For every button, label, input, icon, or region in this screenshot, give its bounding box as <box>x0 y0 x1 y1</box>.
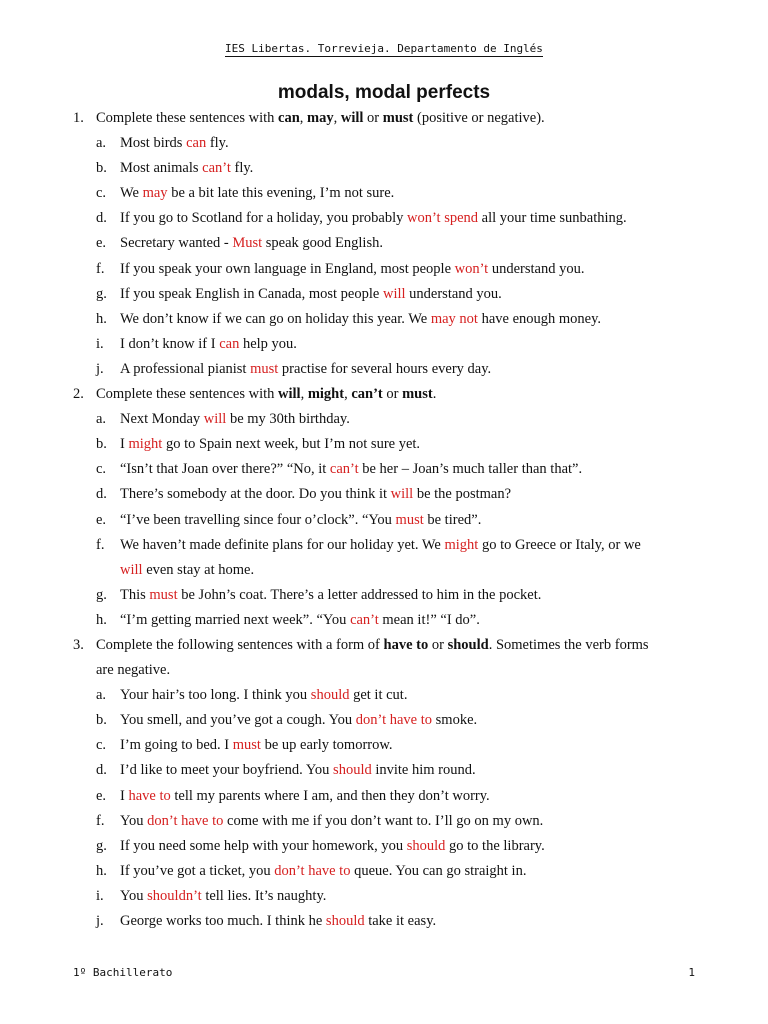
sentence-text: practise for several hours every day. <box>278 360 492 377</box>
exercise-item <box>0 457 768 482</box>
exercise-item <box>0 708 768 733</box>
item-sentence <box>120 683 407 708</box>
item-sentence <box>120 834 545 859</box>
item-letter: j. <box>96 913 104 929</box>
instruction-text <box>96 106 545 131</box>
answer-word: don’t have to <box>274 862 351 879</box>
sentence-text: tell lies. It’s naughty. <box>201 887 327 904</box>
item-letter: a. <box>96 135 107 152</box>
answer-word: must <box>395 511 424 528</box>
sentence-text: I don’t know if I <box>120 335 220 352</box>
sentence-text: invite him round. <box>371 762 476 779</box>
sentence-text: come with me if you don’t want to. I’ll go on my own. <box>223 812 544 829</box>
sentence-text: “I’ve been travelling since four o’clock”. “You <box>120 511 396 528</box>
item-sentence <box>120 909 436 934</box>
answer-word: will <box>120 561 143 578</box>
sentence-text: , <box>344 386 352 403</box>
sentence-text: smoke. <box>432 712 478 729</box>
sentence-text: get it cut. <box>349 687 408 704</box>
exercise-item <box>0 583 768 608</box>
sentence-text: be tired”. <box>423 511 482 528</box>
answer-word: shouldn’t <box>147 887 202 904</box>
sentence-text: If you speak your own language in England, most people <box>120 260 455 277</box>
sentence-text: be up early tomorrow. <box>260 737 393 754</box>
sentence-text: tell my parents where I am, and then they don’t worry. <box>170 787 490 804</box>
keyword-bold <box>278 386 301 402</box>
instruction-text <box>96 658 170 683</box>
exercise-item <box>0 733 768 758</box>
exercise-item <box>0 784 768 809</box>
sentence-text: speak good English. <box>262 235 383 252</box>
instruction-text <box>96 382 436 407</box>
item-sentence <box>120 884 326 909</box>
answer-word: must <box>232 737 261 754</box>
item-letter: e. <box>96 511 107 528</box>
sentence-text: “Isn’t that Joan over there?” “No, it <box>120 461 330 478</box>
question-instruction <box>0 106 768 131</box>
item-letter: a. <box>96 411 107 428</box>
item-letter: f. <box>96 260 105 277</box>
item-sentence <box>120 533 641 558</box>
sentence-text: If you’ve got a ticket, you <box>120 862 275 879</box>
sentence-text: or <box>382 386 403 403</box>
sentence-text: I <box>120 787 129 804</box>
item-letter: i. <box>96 335 104 352</box>
exercise-item <box>0 859 768 884</box>
item-letter: i. <box>96 887 104 904</box>
answer-word: can’t <box>350 611 379 628</box>
keyword-bold <box>448 637 489 653</box>
page-header <box>0 42 768 56</box>
item-sentence <box>120 206 627 231</box>
sentence-text: , <box>300 386 308 403</box>
sentence-text: fly. <box>230 160 254 177</box>
sentence-text: queue. You can go straight in. <box>350 862 527 879</box>
item-letter: h. <box>96 310 107 327</box>
exercise-item <box>0 884 768 909</box>
sentence-text: We don’t know if we can go on holiday this year. We <box>120 310 431 327</box>
item-letter: h. <box>96 862 107 879</box>
answer-word: can’t <box>202 160 231 177</box>
item-sentence <box>120 131 229 156</box>
sentence-text: You smell, and you’ve got a cough. You <box>120 712 356 729</box>
sentence-text: Complete the following sentences with a form of <box>96 636 384 653</box>
item-sentence <box>120 156 253 181</box>
question-number: 1. <box>73 110 84 126</box>
answer-word: won’t spend <box>407 210 479 227</box>
exercise-item <box>0 407 768 432</box>
item-letter: f. <box>96 812 105 829</box>
item-sentence <box>120 508 481 533</box>
sentence-text: fly. <box>206 135 229 152</box>
keyword-bold <box>308 386 344 402</box>
item-letter: d. <box>96 762 107 779</box>
exercise-item <box>0 206 768 231</box>
sentence-text: understand you. <box>488 260 585 277</box>
question-number: 3. <box>73 636 84 653</box>
sentence-text: If you need some help with your homework, you <box>120 837 407 854</box>
exercise-item <box>0 608 768 633</box>
item-sentence <box>120 859 526 884</box>
item-letter: c. <box>96 185 107 202</box>
exercise-item <box>0 357 768 382</box>
sentence-text: I <box>120 436 129 453</box>
item-letter: a. <box>96 687 107 704</box>
exercise-item <box>0 156 768 181</box>
item-letter: d. <box>96 210 107 227</box>
keyword: can <box>278 110 300 126</box>
exercise-item-continued <box>0 558 768 583</box>
keyword-bold <box>307 110 334 126</box>
sentence-text: Complete these sentences with <box>96 386 279 403</box>
answer-word: don’t have to <box>147 812 224 829</box>
item-letter: e. <box>96 787 107 804</box>
item-sentence <box>120 708 477 733</box>
item-sentence <box>120 758 476 783</box>
item-sentence <box>120 282 502 307</box>
question-instruction <box>0 382 768 407</box>
exercise-item <box>0 282 768 307</box>
answer-word: should <box>310 687 350 704</box>
sentence-text: If you speak English in Canada, most people <box>120 285 383 302</box>
item-sentence <box>120 307 601 332</box>
question-number: 2. <box>73 386 84 403</box>
item-letter: b. <box>96 160 107 177</box>
item-letter: g. <box>96 285 107 302</box>
item-letter: b. <box>96 436 107 453</box>
answer-word: have to <box>128 787 171 804</box>
item-letter: e. <box>96 235 107 252</box>
sentence-text: This <box>120 586 150 603</box>
sentence-text: George works too much. I think he <box>120 913 326 929</box>
item-sentence <box>120 733 393 758</box>
keyword: have to <box>383 636 429 653</box>
sentence-text: . Sometimes the verb forms <box>488 636 649 653</box>
item-letter: c. <box>96 461 107 478</box>
item-sentence <box>120 332 297 357</box>
sentence-text: even stay at home. <box>142 561 255 578</box>
sentence-text: A professional pianist <box>120 360 251 377</box>
sentence-text: or <box>428 636 448 653</box>
exercise-item <box>0 131 768 156</box>
keyword-bold <box>278 110 300 126</box>
keyword: might <box>307 386 345 403</box>
exercise-item <box>0 533 768 558</box>
page-footer <box>0 966 768 980</box>
answer-word: might <box>128 436 163 453</box>
answer-word: can <box>186 135 207 152</box>
sentence-text: Most animals <box>120 160 203 177</box>
answer-word: may <box>142 185 168 202</box>
sentence-text: . <box>432 386 437 403</box>
exercise-item <box>0 257 768 282</box>
sentence-text: go to Spain next week, but I’m not sure yet. <box>162 436 421 453</box>
answer-word: will <box>382 285 406 302</box>
sentence-text: be a bit late this evening, I’m not sure. <box>167 185 395 202</box>
item-sentence <box>120 407 350 432</box>
sentence-text: (positive or negative). <box>413 110 545 126</box>
answer-word: will <box>203 411 227 428</box>
sentence-text: be my 30th birthday. <box>226 411 350 428</box>
keyword: must <box>382 110 414 126</box>
keyword: should <box>447 636 489 653</box>
sentence-text: If you go to Scotland for a holiday, you probably <box>120 210 407 227</box>
item-sentence <box>120 608 480 633</box>
keyword-bold <box>351 386 382 402</box>
answer-word: must <box>149 586 178 603</box>
answer-word: should <box>333 762 372 779</box>
sentence-text: I’d like to meet your boyfriend. You <box>120 762 334 779</box>
answer-word: will <box>390 486 414 503</box>
item-sentence <box>120 257 584 282</box>
item-sentence <box>120 809 543 834</box>
sentence-text: Your hair’s too long. I think you <box>120 687 311 704</box>
exercise-item <box>0 307 768 332</box>
sentence-text: go to Greece or Italy, or we <box>478 536 641 553</box>
answer-word: must <box>250 360 279 377</box>
item-letter: c. <box>96 737 107 754</box>
item-letter: j. <box>96 360 104 377</box>
sentence-text: We <box>120 185 143 202</box>
exercise-item <box>0 909 768 934</box>
exercise-item <box>0 482 768 507</box>
question-instruction-continued <box>0 658 768 683</box>
page-title: modals, modal perfects <box>277 82 491 103</box>
keyword: can’t <box>351 386 383 403</box>
exercise-item <box>0 508 768 533</box>
sentence-text: You <box>120 812 148 829</box>
answer-word: don’t have to <box>355 712 433 729</box>
exercise-item <box>0 332 768 357</box>
sentence-text: Most birds <box>120 135 187 152</box>
keyword: may <box>307 110 334 126</box>
item-letter: b. <box>96 712 107 729</box>
keyword-bold <box>402 386 433 402</box>
keyword: will <box>340 110 364 126</box>
sentence-text: take it easy. <box>364 913 437 929</box>
sentence-text: There’s somebody at the door. Do you think it <box>120 486 391 503</box>
item-sentence <box>120 181 394 206</box>
sentence-text: understand you. <box>405 285 502 302</box>
sentence-text: “I’m getting married next week”. “You <box>120 611 351 628</box>
sentence-text: , <box>299 110 308 126</box>
item-letter: h. <box>96 611 107 628</box>
item-sentence <box>120 457 582 482</box>
answer-word: may not <box>430 310 478 327</box>
sentence-text: I’m going to bed. I <box>120 737 233 754</box>
exercise-item <box>0 809 768 834</box>
item-sentence <box>120 482 511 507</box>
item-letter: d. <box>96 486 107 503</box>
keyword-bold <box>341 110 364 126</box>
exercise-item <box>0 231 768 256</box>
sentence-text: , <box>333 110 341 126</box>
keyword: must <box>402 386 433 403</box>
sentence-text: be her – Joan’s much taller than that”. <box>358 461 583 478</box>
item-letter: g. <box>96 586 107 603</box>
sentence-text: Complete these sentences with <box>96 110 279 126</box>
instruction-text <box>96 633 649 658</box>
sentence-text: be John’s coat. There’s a letter addressed to him in the pocket. <box>177 586 542 603</box>
keyword-bold <box>384 637 429 653</box>
exercise-item <box>0 834 768 859</box>
school-header-text: IES Libertas. Torrevieja. Departamento de Inglés <box>225 42 543 55</box>
answer-word: might <box>444 536 479 553</box>
answer-word: can’t <box>329 461 359 478</box>
sentence-text: or <box>363 110 383 126</box>
item-sentence <box>120 231 383 256</box>
sentence-text: are negative. <box>96 662 171 679</box>
sentence-text: go to the library. <box>445 837 545 854</box>
sentence-text: have enough money. <box>477 310 602 327</box>
keyword-bold <box>383 110 414 126</box>
page-number: 1 <box>688 966 695 979</box>
answer-word: should <box>406 837 446 854</box>
sentence-text: help you. <box>239 335 297 352</box>
exercise-item <box>0 432 768 457</box>
sentence-text: all your time sunbathing. <box>478 210 627 227</box>
answer-word: won’t <box>454 260 489 277</box>
exercise-item <box>0 758 768 783</box>
item-letter: f. <box>96 536 105 553</box>
item-sentence <box>120 432 420 457</box>
item-letter: g. <box>96 837 107 854</box>
sentence-text: Secretary wanted - <box>120 235 233 252</box>
item-sentence <box>120 784 490 809</box>
keyword: will <box>278 386 301 403</box>
answer-word: can <box>219 335 240 352</box>
sentence-text: be the postman? <box>413 486 512 503</box>
answer-word: should <box>325 913 365 929</box>
answer-word: Must <box>232 235 263 252</box>
question-instruction <box>0 633 768 658</box>
item-sentence <box>120 357 491 382</box>
item-sentence <box>120 583 541 608</box>
exercise-item <box>0 683 768 708</box>
sentence-text: You <box>120 887 148 904</box>
item-sentence <box>120 558 254 583</box>
sentence-text: Next Monday <box>120 411 204 428</box>
sentence-text: mean it!” “I do”. <box>378 611 480 628</box>
course-label: 1º Bachillerato <box>73 966 173 979</box>
exercise-item <box>0 181 768 206</box>
sentence-text: We haven’t made definite plans for our holiday yet. We <box>120 536 445 553</box>
exercise-content <box>0 106 768 934</box>
